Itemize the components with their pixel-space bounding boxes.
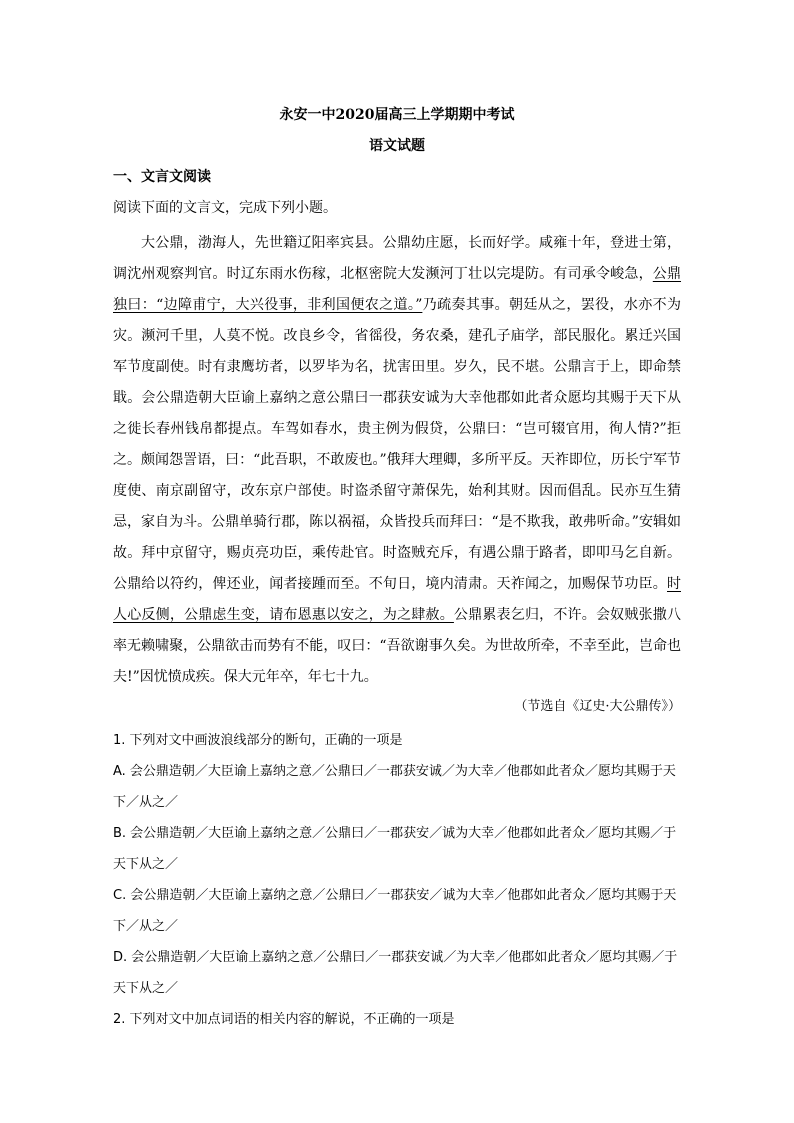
wavy-line-segment: 会公鼎造朝大臣谕上嘉纳之意公鼎曰一郡获安诚为大幸他郡如此者众愿均其赐于天下从之 bbox=[113, 390, 682, 437]
question-1-option-a: A. 会公鼎造朝／大臣谕上嘉纳之意／公鼎曰／一郡获安诚／为大幸／他郡如此者众／愿均其赐于天下／从之／ bbox=[113, 764, 676, 810]
passage-text-3: 徙长春州钱帛都提点。车驾如春水，贵主例为假贷，公鼎曰：“岂可辍官用，徇人情?”拒之。颇闻怨詈语，曰：“此吾职，不敢废也。”俄拜大理卿，多所平反。天祚即位，历长宁军节度使、南京副留守，改东京户部使。时盗杀留守萧保先，始利其财。因而倡乱。民亦互生猜忌，家自为斗。公鼎单骑行郡，陈以祸福，众皆投兵而拜曰：“是不欺我，敢弗听命。”安辑如故。拜中京留守，赐贞亮功臣，乘传赴官。时盗贼充斥，有遇公鼎于路者，即叩马乞自新。公鼎给以符约，俾还业，闻者接踵而至。不旬日，境内清肃。天祚闻之，加赐保节功臣。 bbox=[113, 421, 682, 592]
underlined-sentence-1: 公鼎独曰：“边障甫宁，大兴役事，非利国便农之道。” bbox=[113, 266, 682, 313]
classical-passage bbox=[113, 228, 681, 693]
question-1-option-b: B. 会公鼎造朝／大臣谕上嘉纳之意／公鼎曰／一郡获安／诚为大幸／他郡如此者众／愿均其赐／于天下从之／ bbox=[113, 826, 677, 872]
passage-text-4: 公鼎累表乞归，不许。会奴贼张撒八率无赖啸聚，公鼎欲击而势有不能，叹曰：“吾欲谢事久矣。为世故所牵，不幸至此，岂命也夫!”因忧愤成疾。保大元年卒，年七十九。 bbox=[113, 607, 681, 685]
question-1-option-d: D. 会公鼎造朝／大臣谕上嘉纳之意／公鼎曰／一郡获安诚／为大幸／他郡如此者众／愿均其赐／于天下从之／ bbox=[113, 950, 678, 996]
passage-text-1: 大公鼎，渤海人，先世籍辽阳率宾县。公鼎幼庄愿，长而好学。咸雍十年，登进士第，调沈州观察判官。时辽东雨水伤稼，北枢密院大发濒河丁壮以完堤防。有司承令峻急， bbox=[113, 235, 681, 282]
underlined-sentence-2: 时人心反侧，公鼎虑生变，请布恩惠以安之，为之肆赦。 bbox=[113, 576, 681, 623]
section-heading: 一、文言文阅读 bbox=[113, 169, 211, 185]
question-2: 2. 下列对文中加点词语的相关内容的解说，不正确的一项是 bbox=[113, 1012, 455, 1027]
question-1: 1. 下列对文中画波浪线部分的断句，正确的一项是 bbox=[113, 733, 403, 748]
exam-subtitle: 语文试题 bbox=[369, 138, 425, 154]
passage-source: （节选自《辽史·大公鼎传》） bbox=[514, 699, 681, 714]
passage-text-2: 乃疏奏其事。朝廷从之，罢役，水亦不为灾。濒河千里，人莫不悦。改良乡令，省徭役，务农桑，建孔子庙学，部民服化。累迁兴国军节度副使。时有隶鹰坊者，以罗毕为名，扰害田里。岁久，民不堪。公鼎言于上，即命禁戢。 bbox=[113, 297, 681, 406]
question-1-option-c: C. 会公鼎造朝／大臣谕上嘉纳之意／公鼎曰／一郡获安／诚为大幸／他郡如此者众／愿均其赐于天下／从之／ bbox=[113, 888, 677, 934]
section-instruction: 阅读下面的文言文，完成下列小题。 bbox=[113, 200, 337, 216]
exam-title: 永安一中2020届高三上学期期中考试 bbox=[279, 107, 515, 123]
